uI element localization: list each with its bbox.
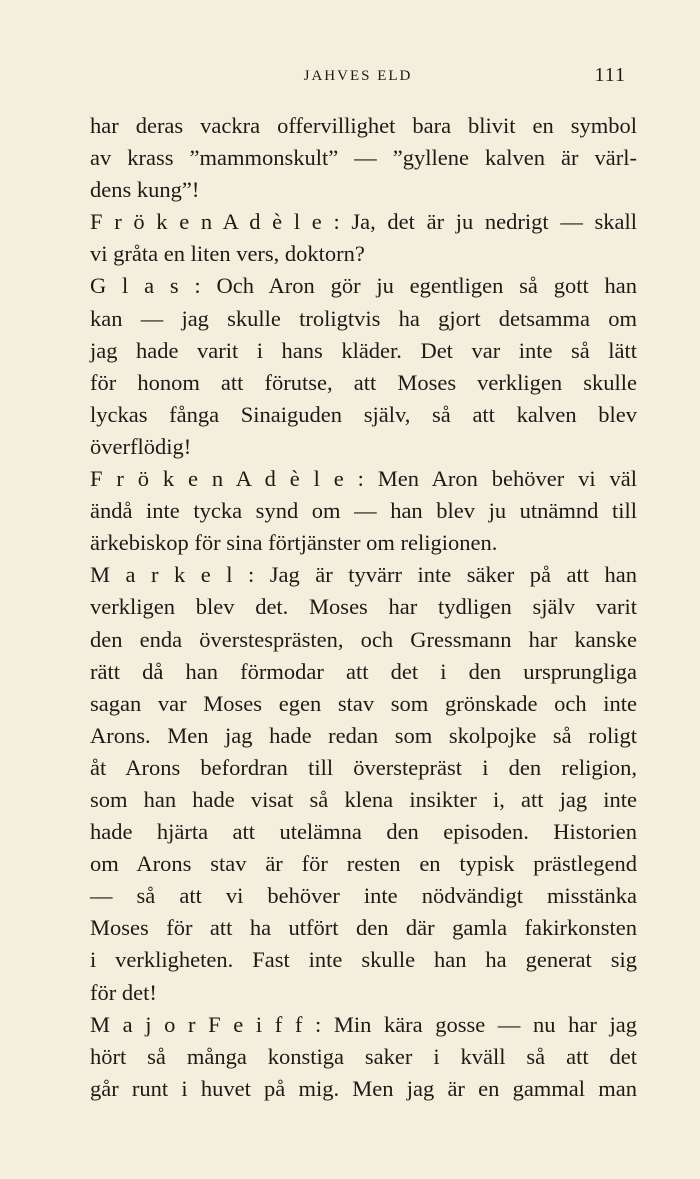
text-line: den enda överstesprästen, och Gressmann har kanske xyxy=(90,626,637,652)
text-line: G l a s : Och Aron gör ju egentligen så gott han xyxy=(90,273,637,299)
text-line: åt Arons befordran till överstepräst i den religion, xyxy=(90,754,637,780)
text-line: går runt i huvet på mig. Men jag är en gammal man xyxy=(90,1075,637,1101)
text-line: som han hade visat så klena insikter i, att jag inte xyxy=(90,786,637,812)
text-line: M a j o r F e i f f : Min kära gosse — nu har jag xyxy=(90,1011,637,1037)
page-header xyxy=(90,62,626,90)
page-number: 111 xyxy=(594,64,626,86)
text-line: rätt då han förmodar att det i den ursprungliga xyxy=(90,658,637,684)
text-line: Moses för att ha utfört den där gamla fakirkonsten xyxy=(90,915,637,941)
text-line: för det! xyxy=(90,979,157,1005)
text-line: av krass ”mammonskult” — ”gyllene kalven är värl- xyxy=(90,145,637,171)
text-line: hört så många konstiga saker i kväll så att det xyxy=(90,1043,637,1069)
text-line: hade hjärta att utelämna den episoden. Historien xyxy=(90,819,637,845)
text-line: sagan var Moses egen stav som grönskade och inte xyxy=(90,690,637,716)
text-line: F r ö k e n A d è l e : Men Aron behöver vi väl xyxy=(90,466,637,492)
running-title: JAHVES ELD xyxy=(303,68,413,84)
text-line: verkligen blev det. Moses har tydligen själv varit xyxy=(90,594,637,620)
text-line: dens kung”! xyxy=(90,177,200,203)
text-line: om Arons stav är för resten en typisk prästlegend xyxy=(90,851,637,877)
text-line: jag hade varit i hans kläder. Det var inte så lätt xyxy=(90,337,637,363)
text-line: — så att vi behöver inte nödvändigt misstänka xyxy=(90,883,637,909)
text-line: M a r k e l : Jag är tyvärr inte säker på att han xyxy=(90,562,637,588)
body-text xyxy=(90,110,637,1105)
text-line: ärkebiskop för sina förtjänster om religionen. xyxy=(90,530,498,556)
text-line: för honom att förutse, att Moses verkligen skulle xyxy=(90,369,637,395)
text-line: F r ö k e n A d è l e : Ja, det är ju nedrigt — skall xyxy=(90,209,637,235)
text-line: ändå inte tycka synd om — han blev ju utnämnd till xyxy=(90,498,637,524)
text-line: har deras vackra offervillighet bara blivit en symbol xyxy=(90,113,637,138)
text-line: överflödig! xyxy=(90,433,192,459)
text-line: Arons. Men jag hade redan som skolpojke så roligt xyxy=(90,722,637,748)
text-line: kan — jag skulle troligtvis ha gjort detsamma om xyxy=(90,305,637,331)
text-line: i verkligheten. Fast inte skulle han ha generat sig xyxy=(90,947,637,973)
text-line: vi gråta en liten vers, doktorn? xyxy=(90,241,365,267)
text-line: lyckas fånga Sinaiguden själv, så att kalven blev xyxy=(90,401,637,427)
